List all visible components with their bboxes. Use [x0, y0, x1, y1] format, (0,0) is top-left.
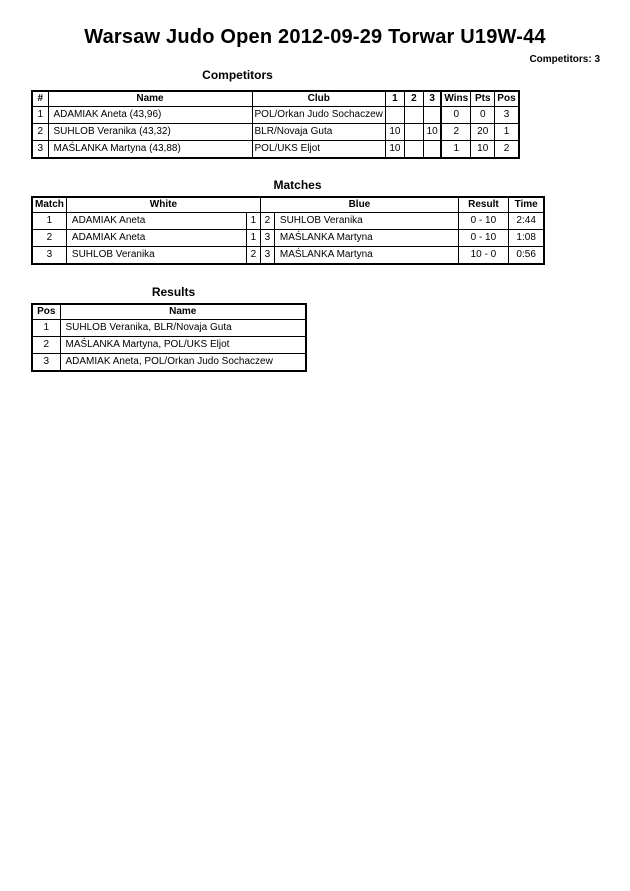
- competitor-score-2: [404, 141, 423, 159]
- match-white-num: 1: [246, 213, 260, 230]
- match-white-name: SUHLOB Veranika: [66, 247, 246, 265]
- results-header-row: [32, 304, 306, 320]
- result-name: ADAMIAK Aneta, POL/Orkan Judo Sochaczew: [60, 354, 306, 372]
- result-name: MAŚLANKA Martyna, POL/UKS Eljot: [60, 337, 306, 354]
- match-number: 2: [32, 230, 66, 247]
- results-section-title: Results: [151, 285, 196, 299]
- competitor-score-2: [404, 124, 423, 141]
- competitor-pos: 3: [495, 107, 519, 124]
- match-result: 0 - 10: [458, 213, 508, 230]
- col-header-blue: Blue: [260, 197, 458, 213]
- competitor-club: POL/Orkan Judo Sochaczew: [252, 107, 385, 124]
- competitor-name: ADAMIAK Aneta (43,96): [48, 107, 252, 124]
- competitor-score-3: [423, 141, 441, 159]
- col-header-score-2: 2: [404, 91, 423, 107]
- competitor-wins: 0: [441, 107, 470, 124]
- match-blue-num: 2: [260, 213, 274, 230]
- competitor-name: MAŚLANKA Martyna (43,88): [48, 141, 252, 159]
- col-header-pos: Pos: [495, 91, 519, 107]
- competitor-club: POL/UKS Eljot: [252, 141, 385, 159]
- matches-section-title: Matches: [273, 178, 322, 192]
- table-row: [32, 354, 306, 372]
- result-name: SUHLOB Veranika, BLR/Novaja Guta: [60, 320, 306, 337]
- page-title: Warsaw Judo Open 2012-09-29 Torwar U19W-44: [84, 26, 546, 48]
- competitor-score-1: 10: [385, 141, 404, 159]
- col-header-name: Name: [48, 91, 252, 107]
- match-number: 3: [32, 247, 66, 265]
- matches-header-row: [32, 197, 544, 213]
- competitor-club: BLR/Novaja Guta: [252, 124, 385, 141]
- table-row: [32, 337, 306, 354]
- result-pos: 2: [32, 337, 60, 354]
- competitor-name: SUHLOB Veranika (43,32): [48, 124, 252, 141]
- result-pos: 1: [32, 320, 60, 337]
- table-row: [32, 124, 519, 141]
- col-header-num: #: [32, 91, 48, 107]
- match-blue-num: 3: [260, 247, 274, 265]
- competitor-score-3: 10: [423, 124, 441, 141]
- match-result: 10 - 0: [458, 247, 508, 265]
- match-time: 0:56: [508, 247, 544, 265]
- match-white-num: 1: [246, 230, 260, 247]
- table-row: [32, 247, 544, 265]
- table-row: [32, 107, 519, 124]
- match-white-num: 2: [246, 247, 260, 265]
- table-row: [32, 320, 306, 337]
- match-time: 2:44: [508, 213, 544, 230]
- competitor-pts: 0: [471, 107, 495, 124]
- match-blue-name: MAŚLANKA Martyna: [274, 230, 458, 247]
- match-number: 1: [32, 213, 66, 230]
- competitor-pos: 1: [495, 124, 519, 141]
- col-header-time: Time: [508, 197, 544, 213]
- results-table: [31, 303, 307, 372]
- competitor-pts: 10: [471, 141, 495, 159]
- competitors-section-title: Competitors: [202, 68, 273, 82]
- col-header-result-name: Name: [60, 304, 306, 320]
- match-blue-name: MAŚLANKA Martyna: [274, 247, 458, 265]
- col-header-score-3: 3: [423, 91, 441, 107]
- match-white-name: ADAMIAK Aneta: [66, 213, 246, 230]
- competitors-count: Competitors: 3: [529, 54, 600, 65]
- competitor-score-2: [404, 107, 423, 124]
- col-header-score-1: 1: [385, 91, 404, 107]
- result-pos: 3: [32, 354, 60, 372]
- competitor-num: 1: [32, 107, 48, 124]
- col-header-result: Result: [458, 197, 508, 213]
- matches-table: [31, 196, 545, 265]
- col-header-wins: Wins: [441, 91, 470, 107]
- table-row: [32, 141, 519, 159]
- col-header-club: Club: [252, 91, 385, 107]
- competitor-wins: 2: [441, 124, 470, 141]
- col-header-match: Match: [32, 197, 66, 213]
- competitor-score-3: [423, 107, 441, 124]
- col-header-pts: Pts: [471, 91, 495, 107]
- competitor-score-1: [385, 107, 404, 124]
- competitor-num: 2: [32, 124, 48, 141]
- competitor-score-1: 10: [385, 124, 404, 141]
- match-white-name: ADAMIAK Aneta: [66, 230, 246, 247]
- competitor-pos: 2: [495, 141, 519, 159]
- col-header-white: White: [66, 197, 260, 213]
- match-time: 1:08: [508, 230, 544, 247]
- competitors-header-row: [32, 91, 519, 107]
- competitors-table: [31, 90, 520, 159]
- table-row: [32, 230, 544, 247]
- competitor-num: 3: [32, 141, 48, 159]
- competitor-wins: 1: [441, 141, 470, 159]
- col-header-result-pos: Pos: [32, 304, 60, 320]
- match-blue-name: SUHLOB Veranika: [274, 213, 458, 230]
- competitor-pts: 20: [471, 124, 495, 141]
- table-row: [32, 213, 544, 230]
- match-result: 0 - 10: [458, 230, 508, 247]
- match-blue-num: 3: [260, 230, 274, 247]
